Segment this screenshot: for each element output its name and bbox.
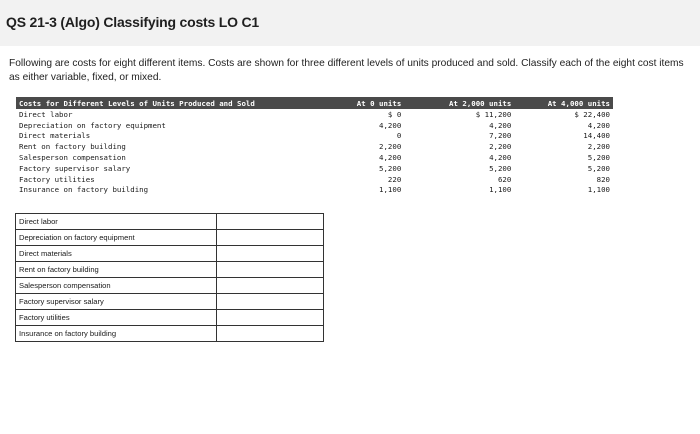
cell-4000-units: $ 22,400	[574, 109, 610, 119]
header-cost-item: Costs for Different Levels of Units Produced and Sold	[16, 97, 323, 109]
cell-2000-units: 1,100	[489, 185, 512, 195]
cost-item-label: Factory supervisor salary	[16, 294, 217, 310]
table-row	[16, 120, 613, 131]
cell-4000-units: 5,200	[587, 163, 610, 173]
classification-row	[16, 310, 324, 326]
classification-input[interactable]	[217, 214, 324, 230]
cost-item-label: Direct materials	[16, 246, 217, 262]
classification-input[interactable]	[217, 246, 324, 262]
row-label: Salesperson compensation	[19, 153, 126, 163]
cell-2000-units: 620	[497, 174, 512, 184]
cell-2000-units: 4,200	[489, 120, 512, 130]
cell-0-units: $ 0	[387, 109, 402, 119]
cell-2000-units: 2,200	[489, 142, 512, 152]
cell-4000-units: 1,100	[587, 185, 610, 195]
cell-0-units: 220	[387, 174, 402, 184]
page-title: QS 21-3 (Algo) Classifying costs LO C1	[6, 14, 260, 30]
row-label: Factory utilities	[19, 174, 95, 184]
classification-input[interactable]	[217, 310, 324, 326]
cost-table	[16, 97, 613, 195]
cost-item-label: Depreciation on factory equipment	[16, 230, 217, 246]
classification-input[interactable]	[217, 278, 324, 294]
table-row	[16, 174, 613, 185]
cell-4000-units: 820	[596, 174, 610, 184]
header-2000-units: At 2,000 units	[404, 97, 514, 109]
cost-item-label: Direct labor	[16, 214, 217, 230]
row-label: Direct materials	[19, 131, 91, 141]
cell-4000-units: 5,200	[587, 153, 610, 163]
table-row	[16, 131, 613, 142]
classification-row	[16, 214, 324, 230]
cost-table-header	[16, 97, 613, 109]
classification-row	[16, 262, 324, 278]
table-row	[16, 152, 613, 163]
row-label: Depreciation on factory equipment	[19, 120, 166, 130]
cell-4000-units: 2,200	[587, 142, 610, 152]
cell-2000-units: $ 11,200	[475, 109, 512, 119]
row-label: Factory supervisor salary	[19, 163, 131, 173]
problem-description: Following are costs for eight different items. Costs are shown for three different levels of units produced and sold. Classify each of the eight cost items as either variable, fixed, or mixed.	[9, 58, 684, 83]
cell-4000-units: 4,200	[587, 120, 610, 130]
classification-row	[16, 294, 324, 310]
table-row	[16, 141, 613, 152]
cell-2000-units: 5,200	[489, 163, 512, 173]
cell-0-units: 4,200	[379, 153, 402, 163]
classification-row	[16, 230, 324, 246]
classification-input[interactable]	[217, 294, 324, 310]
cost-item-label: Rent on factory building	[16, 262, 217, 278]
header-0-units: At 0 units	[323, 97, 405, 109]
classification-input[interactable]	[217, 230, 324, 246]
classification-table	[15, 213, 324, 342]
table-row	[16, 163, 613, 174]
row-label: Rent on factory building	[19, 142, 126, 152]
cost-item-label: Factory utilities	[16, 310, 217, 326]
cell-2000-units: 7,200	[489, 131, 512, 141]
table-row	[16, 185, 613, 196]
cell-4000-units: 14,400	[583, 131, 610, 141]
classification-row	[16, 278, 324, 294]
cell-0-units: 4,200	[379, 120, 402, 130]
cell-2000-units: 4,200	[489, 153, 512, 163]
classification-input[interactable]	[217, 262, 324, 278]
cell-0-units: 5,200	[379, 163, 402, 173]
cell-0-units: 0	[396, 131, 402, 141]
cost-item-label: Salesperson compensation	[16, 278, 217, 294]
cell-0-units: 1,100	[379, 185, 402, 195]
classification-input[interactable]	[217, 326, 324, 342]
cell-0-units: 2,200	[379, 142, 402, 152]
cost-item-label: Insurance on factory building	[16, 326, 217, 342]
row-label: Direct labor	[19, 109, 73, 119]
classification-row	[16, 326, 324, 342]
classification-row	[16, 246, 324, 262]
row-label: Insurance on factory building	[19, 185, 149, 195]
table-row	[16, 109, 613, 120]
header-4000-units: At 4,000 units	[514, 97, 613, 109]
